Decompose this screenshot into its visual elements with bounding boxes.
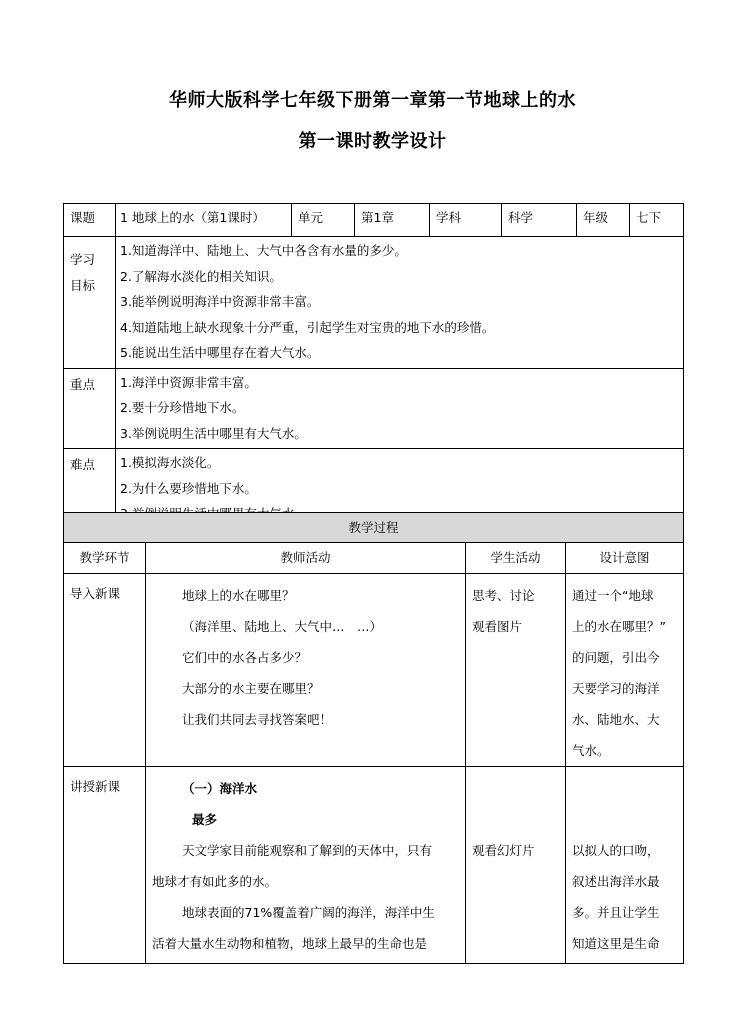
unit-value: 第1章 <box>355 204 430 237</box>
goal-item: 4.知道陆地上缺水现象十分严重，引起学生对宝贵的地下水的珍惜。 <box>120 319 495 335</box>
student-line: 观看幻灯片 <box>472 843 535 858</box>
grade-label: 年级 <box>577 204 630 237</box>
teacher-line: 地球才有如此多的水。 <box>152 874 278 889</box>
teaching-process-table <box>63 512 684 964</box>
key-points-list <box>116 368 684 449</box>
header-student: 学生活动 <box>466 543 566 574</box>
goal-item: 5.能说出生活中哪里存在着大气水。 <box>120 345 320 360</box>
process-header-row <box>64 543 684 574</box>
difficult-point-item: 2.为什么要珍惜地下水。 <box>120 480 257 496</box>
section-heading: （一）海洋水 <box>182 781 258 796</box>
intent-line: 的问题，引出今 <box>572 650 660 665</box>
teacher-line: 它们中的水各占多少？ <box>182 650 308 665</box>
lesson-value: 1 地球上的水（第1课时） <box>116 204 292 237</box>
grade-value: 七下 <box>630 204 684 237</box>
section-subheading: 最多 <box>192 812 218 827</box>
header-teacher: 教师活动 <box>146 543 466 574</box>
teacher-line: 天文学家目前能观察和了解到的天体中，只有 <box>182 843 433 858</box>
teacher-line: 活着大量水生动物和植物，地球上最早的生命也是 <box>152 936 428 951</box>
teacher-line: 让我们共同去寻找答案吧！ <box>182 712 333 727</box>
design-intent-intro <box>566 574 684 767</box>
key-point-item: 1.海洋中资源非常丰富。 <box>120 374 257 390</box>
teacher-line: （海洋里、陆地上、大气中… …） <box>182 619 383 634</box>
teacher-line: 地球上的水在哪里？ <box>182 588 295 603</box>
difficult-point-item: 1.模拟海水淡化。 <box>120 455 220 470</box>
stage-lecture: 讲授新课 <box>64 767 146 964</box>
header-stage: 教学环节 <box>64 543 146 574</box>
intent-line: 通过一个“地球 <box>572 588 654 603</box>
intent-line: 叙述出海洋水最 <box>572 874 660 889</box>
student-line: 观看图片 <box>472 619 523 634</box>
document-title: 华师大版科学七年级下册第一章第一节地球上的水 <box>169 90 576 111</box>
process-row-intro <box>64 574 684 767</box>
intent-line: 天要学习的海洋 <box>572 681 660 696</box>
intent-line: 多。并且让学生 <box>572 905 660 920</box>
stage-intro: 导入新课 <box>64 574 146 767</box>
header-intent: 设计意图 <box>566 543 684 574</box>
key-points-label: 重点 <box>64 368 116 449</box>
document-subtitle: 第一课时教学设计 <box>298 131 447 152</box>
process-row-lecture <box>64 767 684 964</box>
process-band: 教学过程 <box>64 513 684 543</box>
unit-label: 单元 <box>292 204 355 237</box>
key-point-item: 3.举例说明生活中哪里有大气水。 <box>120 425 307 441</box>
goals-label: 学习 目标 <box>64 237 116 369</box>
teacher-activity-intro <box>146 574 466 767</box>
lesson-info-table <box>63 203 684 530</box>
design-intent-lecture <box>566 767 684 964</box>
goals-row <box>64 237 684 369</box>
lesson-header-row <box>64 204 684 237</box>
teacher-line: 大部分的水主要在哪里？ <box>182 681 320 696</box>
goal-item: 2.了解海水淡化的相关知识。 <box>120 268 282 284</box>
goals-list <box>116 237 684 369</box>
subject-value: 科学 <box>502 204 577 237</box>
key-points-row <box>64 368 684 449</box>
student-activity-lecture <box>466 767 566 964</box>
teacher-line: 地球表面的71%覆盖着广阔的海洋，海洋中生 <box>182 905 435 920</box>
intent-line: 气水。 <box>572 743 610 758</box>
student-line: 思考、讨论 <box>472 588 535 603</box>
key-point-item: 2.要十分珍惜地下水。 <box>120 400 245 415</box>
intent-line: 上的水在哪里？” <box>572 619 666 634</box>
intent-line: 水、陆地水、大 <box>572 712 660 727</box>
subject-label: 学科 <box>430 204 502 237</box>
goal-item: 3.能举例说明海洋中资源非常丰富。 <box>120 294 320 309</box>
difficult-points-label: 难点 <box>64 449 116 530</box>
process-band-row <box>64 513 684 543</box>
teacher-activity-lecture <box>146 767 466 964</box>
intent-line: 知道这里是生命 <box>572 936 660 951</box>
intent-line: 以拟人的口吻， <box>572 843 660 858</box>
goal-item: 1.知道海洋中、陆地上、大气中各含有水量的多少。 <box>120 243 407 258</box>
student-activity-intro <box>466 574 566 767</box>
lesson-label: 课题 <box>64 204 116 237</box>
